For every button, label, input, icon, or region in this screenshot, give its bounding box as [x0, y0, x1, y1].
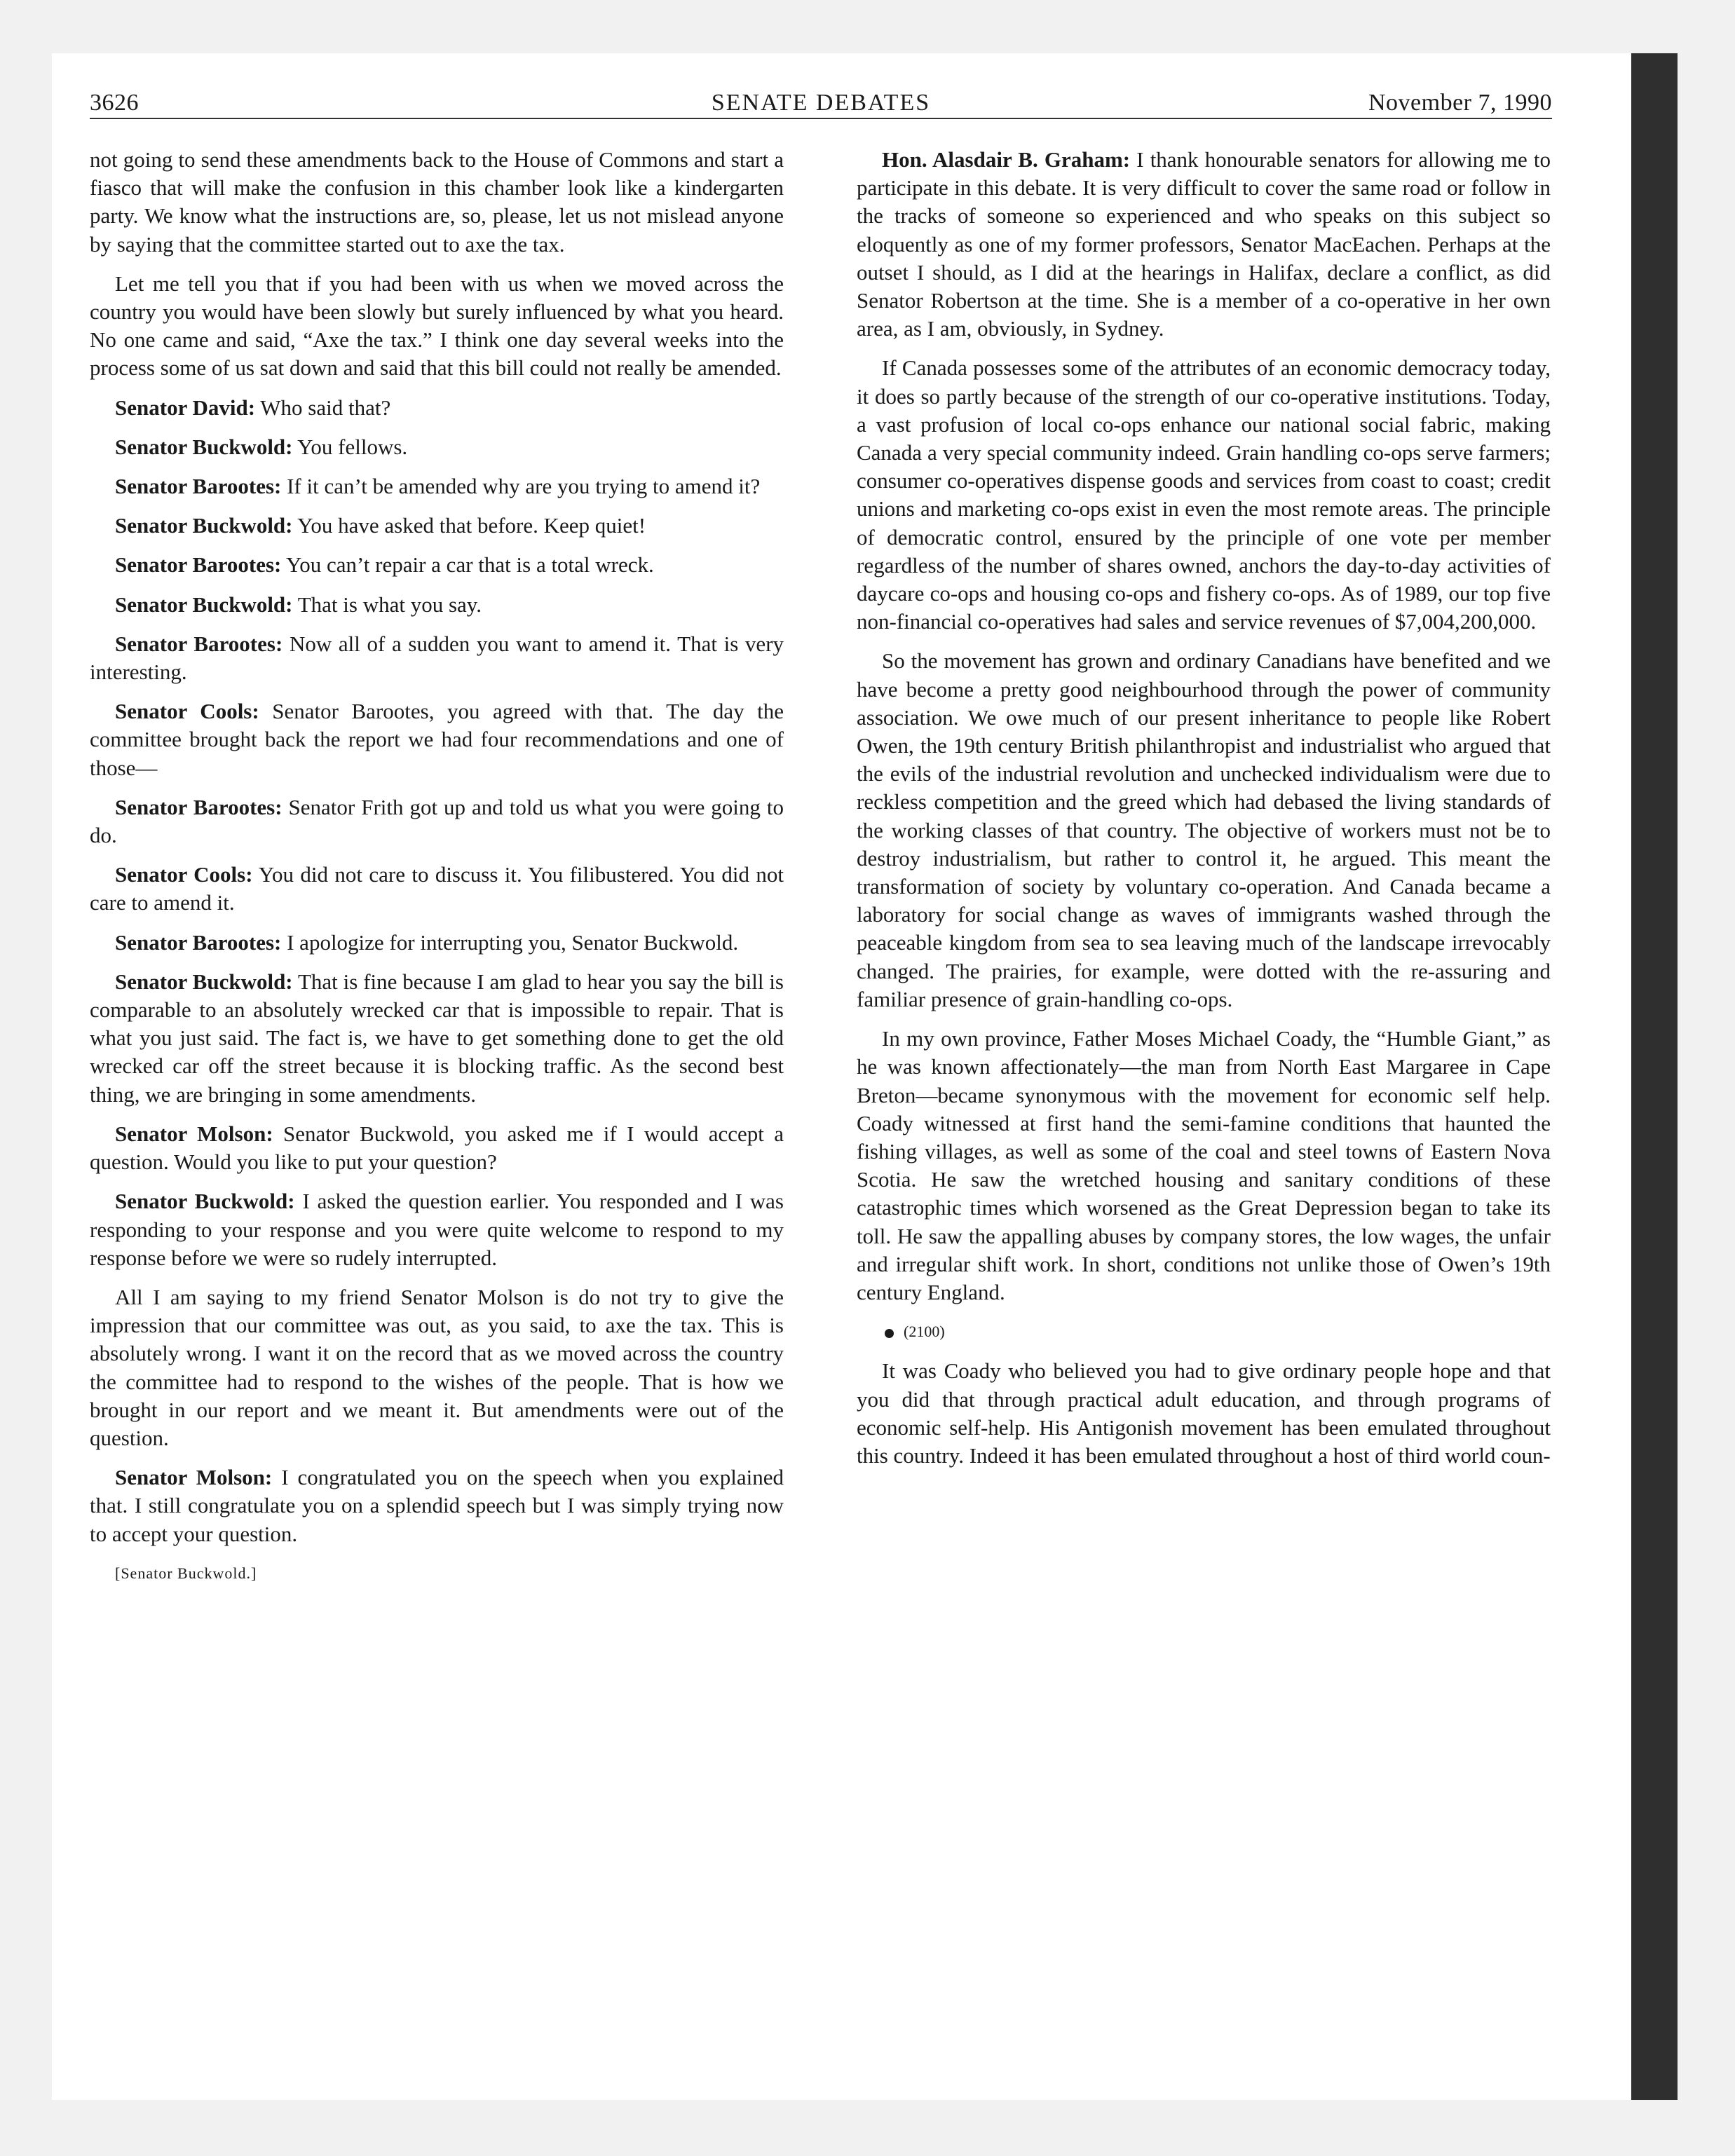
speaker-name: Senator Molson: — [115, 1121, 273, 1146]
speaker-name: Senator Cools: — [115, 699, 259, 724]
paragraph-text: Senator Buckwold, you asked me if I would accept a question. Would you like to put your question? — [90, 1121, 784, 1175]
speaker-name: Senator Barootes: — [115, 552, 282, 578]
paragraph — [90, 591, 784, 619]
paragraph-text: I thank honourable senators for allowing me to participate in this debate. It is very difficult to cover the same road or follow in the tracks of someone so experienced and who speaks on this subject so eloquently as one of my former professors, Senator MacEachen. Perhaps at the outset I should, as I did at the hearings in Halifax, declare a conflict, as did Senator Robertson at the time. She is a member of a co-operative in her own area, as I am, obviously, in Sydney. — [857, 147, 1551, 341]
paragraph-text: So the movement has grown and ordinary Canadians have benefited and we have become a pretty good neighbourhood through the power of community association. We owe much of our present inheritance to people like Robert Owen, the 19th century British philanthropist and industrialist who argued that the evils of the industrial revolution and unchecked individualism were due to reckless competition and the greed which had debased the living standards of the working classes of that country. The objective of workers must not be to destroy industrialism, but rather to control it, he argued. This meant the transformation of society by voluntary co-operation. And Canada became a laboratory for social change as waves of immigrants washed through the peaceable kingdom from sea to sea leaving much of the landscape irrevocably changed. The prairies, for example, were dotted with the re-assuring and familiar presence of grain-handling co-ops. — [857, 648, 1551, 1011]
left-paragraphs — [90, 146, 784, 1548]
paragraph-text: That is what you say. — [297, 592, 482, 617]
publication-title: SENATE DEBATES — [711, 90, 931, 116]
time-marker — [857, 1318, 1551, 1346]
paragraph — [90, 1187, 784, 1272]
paragraph-text: All I am saying to my friend Senator Molson is do not try to give the impression that our committee was out, as you said, to axe the tax. This is absolutely wrong. I want it on the record that as we moved across the country the committee had to respond to the wishes of the people. That is how we brought in our report and we meant it. But amendments were out of the question. — [90, 1284, 784, 1450]
paragraph-text: In my own province, Father Moses Michael Coady, the “Humble Giant,” as he was known affectionately—the man from North East Margaree in Cape Breton—became synonymous with the movement for economic self help. Coady witnessed at first hand the semi-famine conditions that haunted the fishing villages, as well as some of the coal and steel towns of Eastern Nova Scotia. He saw the wretched housing and sanitary conditions of these catastrophic times which worsened as the Great Depression began to take its toll. He saw the appalling abuses by company stores, the low wages, the unfair and irregular shift work. In short, conditions not unlike those of Owen’s 19th century England. — [857, 1026, 1551, 1304]
paragraph — [857, 146, 1551, 343]
paragraph — [90, 472, 784, 500]
time-marker-text: (2100) — [904, 1323, 945, 1341]
paragraph — [90, 861, 784, 917]
page-date: November 7, 1990 — [1368, 90, 1552, 116]
paragraph — [90, 697, 784, 782]
paragraph-text: If Canada possesses some of the attributes of an economic democracy today, it does so partly because of the strength of our co-operative institutions. Today, a vast profusion of local co-ops enhance our national social fabric, making Canada a very special community indeed. Grain handling co-ops serve farmers; consumer co-operatives dispense goods and services from coast to coast; credit unions and marketing co-ops exist in even the most remote areas. The principle of democratic control, ensured by the principle of one vote per member regardless of the number of shares owned, anchors the day-to-day activities of daycare co-ops and housing co-ops and fishery co-ops. As of 1989, our top five non-financial co-operatives had sales and service revenues of $7,004,200,000. — [857, 355, 1551, 634]
paragraph — [90, 270, 784, 383]
paragraph-text: It was Coady who believed you had to give ordinary people hope and that you did that through practical adult education, and through programs of economic self-help. His Antigonish movement has been emulated throughout this country. Indeed it has been emulated throughout a host of third world coun- — [857, 1358, 1551, 1468]
speaker-name: Senator Cools: — [115, 862, 253, 887]
paragraph-text: Now all of a sudden you want to amend it. That is very interesting. — [90, 631, 784, 685]
paragraph-text: You fellows. — [297, 434, 408, 459]
paragraph-text: If it can’t be amended why are you trying to amend it? — [287, 474, 761, 499]
paragraph — [90, 146, 784, 259]
paragraph-text: Senator Frith got up and told us what you were going to do. — [90, 794, 784, 848]
right-paragraphs-b — [857, 1357, 1551, 1470]
paragraph — [90, 433, 784, 461]
paragraph — [90, 1464, 784, 1548]
paragraph-text: Senator Barootes, you agreed with that. The day the committee brought back the report we had four recommendations and one of those— — [90, 699, 784, 780]
paragraph — [90, 793, 784, 850]
paragraph — [90, 968, 784, 1109]
paragraph-text: That is fine because I am glad to hear you say the bill is comparable to an absolutely wrecked car that is impossible to repair. That is what you just said. The fact is, we have to get something done to get the old wrecked car off the street because it is blocking traffic. As the second best thing, we are bringing in some amendments. — [90, 969, 784, 1107]
page-header — [90, 84, 1552, 119]
paragraph — [90, 1120, 784, 1176]
paragraph — [90, 512, 784, 540]
speaker-name: Senator Barootes: — [115, 474, 282, 499]
paragraph — [90, 551, 784, 579]
speaker-name: Senator Molson: — [115, 1465, 273, 1490]
speaker-name: Senator Buckwold: — [115, 592, 293, 617]
speaker-name: Hon. Alasdair B. Graham: — [882, 147, 1131, 172]
paragraph — [857, 1357, 1551, 1470]
speaker-name: Senator Buckwold: — [115, 434, 293, 459]
speaker-name: Senator Barootes: — [115, 794, 283, 819]
speaker-name: Senator Buckwold: — [115, 969, 293, 994]
paragraph — [90, 1283, 784, 1452]
speaker-name: Senator Buckwold: — [115, 513, 293, 538]
speaker-name: Senator David: — [115, 395, 256, 420]
paragraph — [857, 354, 1551, 636]
bullet-icon — [885, 1329, 894, 1338]
paragraph — [90, 394, 784, 422]
scan-shadow-bar — [1631, 53, 1678, 2100]
paragraph-text: I congratulated you on the speech when you explained that. I still congratulate you on a splendid speech but I was simply trying now to accept your question. — [90, 1465, 784, 1546]
left-footnote: [Senator Buckwold.] — [115, 1564, 257, 1582]
speaker-name: Senator Barootes: — [115, 631, 283, 656]
left-column — [90, 146, 784, 1599]
paragraph-text: Who said that? — [260, 395, 391, 420]
paragraph-text: not going to send these amendments back to the House of Commons and start a fiasco that will make the confusion in this chamber look like a kindergarten party. We know what the instructions are, so, please, let us not mislead anyone by saying that the committee started out to axe the tax. — [90, 147, 784, 257]
paragraph — [857, 1025, 1551, 1306]
paragraph-text: Let me tell you that if you had been with us when we moved across the country you would have been slowly but surely influenced by what you heard. No one came and said, “Axe the tax.” I think one day several weeks into the process some of us sat down and said that this bill could not really be amended. — [90, 271, 784, 381]
paragraph-text: I apologize for interrupting you, Senator Buckwold. — [287, 929, 739, 955]
paragraph — [90, 929, 784, 957]
page-number: 3626 — [90, 90, 139, 116]
paragraph-text: You can’t repair a car that is a total wreck. — [285, 552, 654, 578]
speaker-name: Senator Buckwold: — [115, 1189, 295, 1214]
paragraph-text: I asked the question earlier. You responded and I was responding to your response and you were quite welcome to respond to my response before we were so rudely interrupted. — [90, 1189, 784, 1270]
right-column — [857, 146, 1551, 1481]
paragraph — [857, 647, 1551, 1014]
right-paragraphs-a — [857, 146, 1551, 1306]
scan-margin — [1671, 0, 1735, 2156]
speaker-name: Senator Barootes: — [115, 929, 282, 955]
paragraph — [90, 630, 784, 686]
paragraph-text: You did not care to discuss it. You filibustered. You did not care to amend it. — [90, 862, 784, 915]
paragraph-text: You have asked that before. Keep quiet! — [297, 513, 646, 538]
